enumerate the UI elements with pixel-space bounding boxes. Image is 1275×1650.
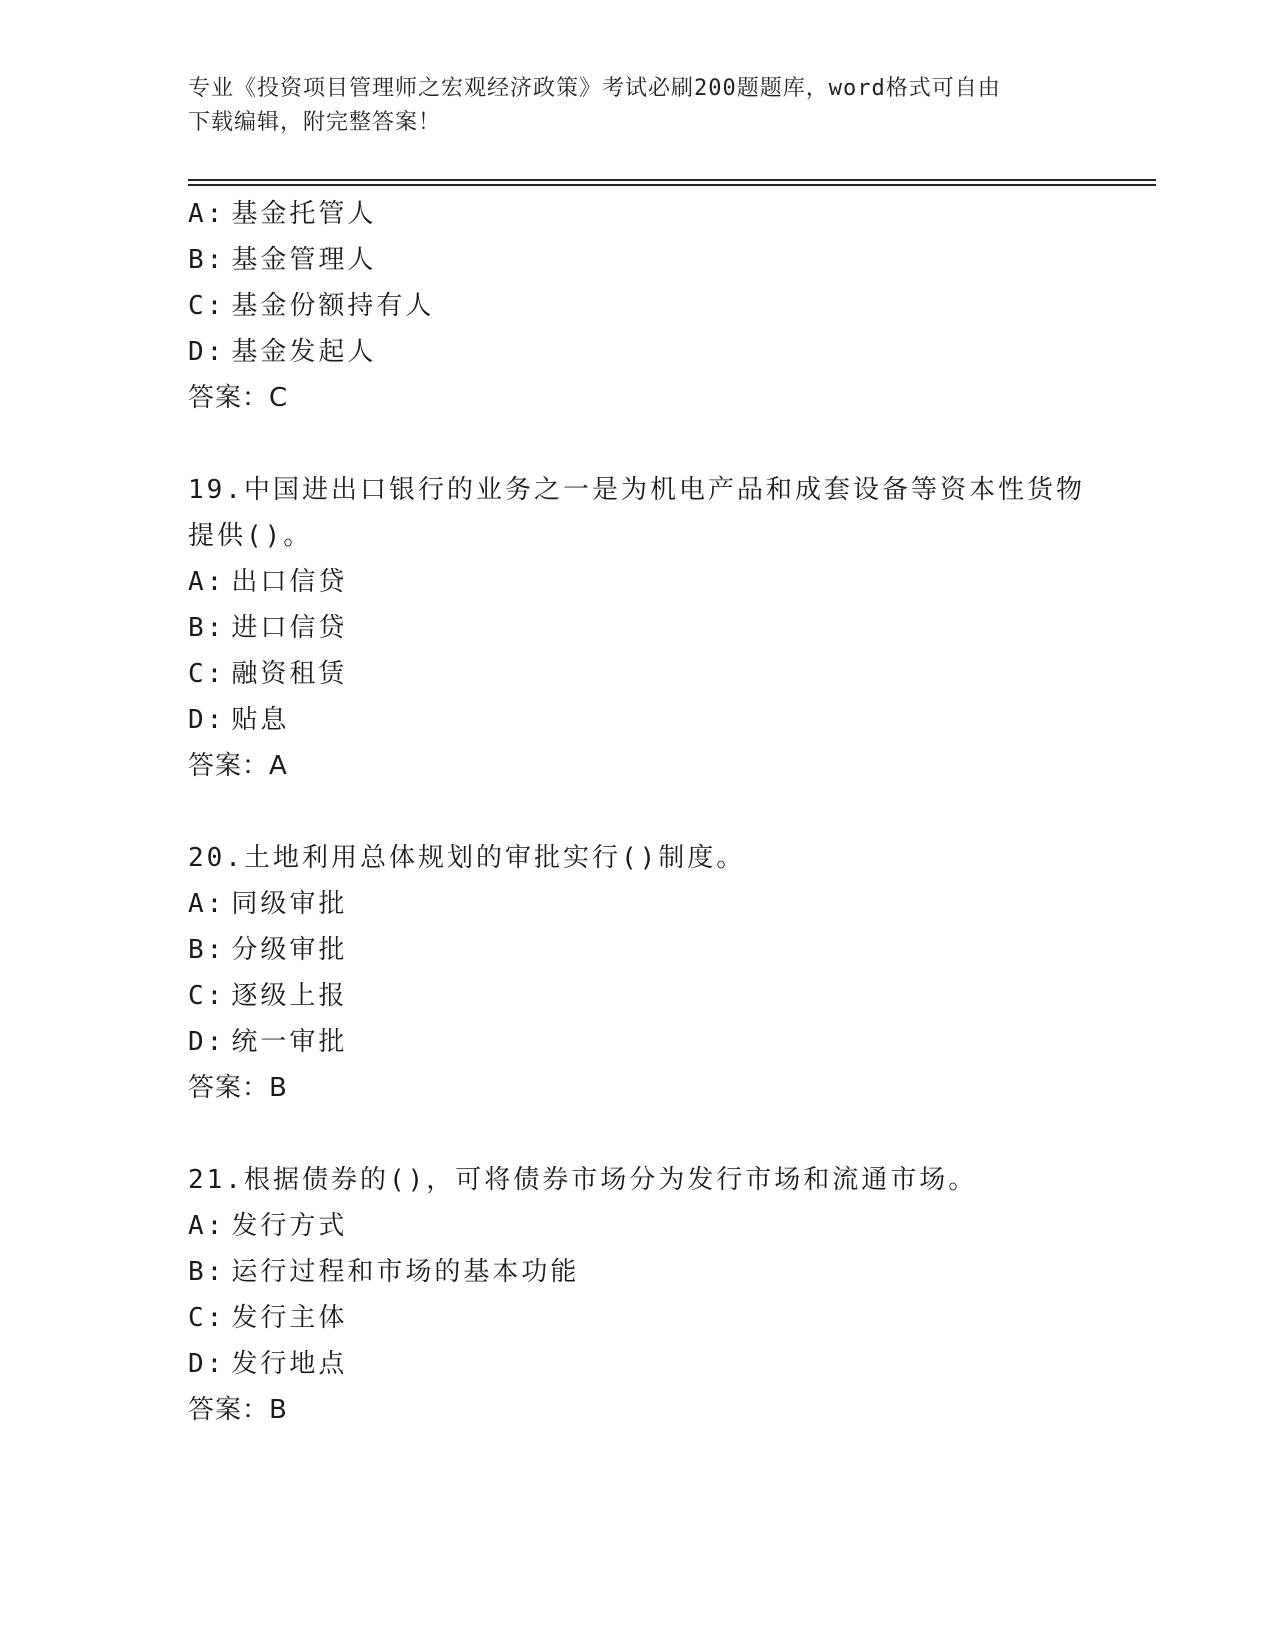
option-text: 逐级上报 — [231, 981, 348, 1011]
option-b — [188, 1249, 1148, 1295]
option-text: 进口信贷 — [231, 613, 348, 643]
question-stem-line-1: 19.中国进出口银行的业务之一是为机电产品和成套设备等资本性货物 — [188, 475, 1085, 505]
option-text: 基金托管人 — [231, 199, 377, 229]
question-block-prev — [188, 191, 1148, 421]
answer-line: 答案：B — [188, 1395, 288, 1425]
header-line-2: 下载编辑，附完整答案！ — [188, 110, 442, 135]
option-label: D: — [188, 1027, 226, 1057]
option-label: C: — [188, 291, 226, 321]
question-block-19 — [188, 467, 1148, 789]
option-label: B: — [188, 1257, 226, 1287]
option-text: 基金发起人 — [231, 337, 377, 367]
answer-line: 答案：C — [188, 383, 289, 413]
option-label: C: — [188, 659, 226, 689]
option-label: B: — [188, 613, 226, 643]
option-b — [188, 605, 1148, 651]
question-block-21 — [188, 1157, 1148, 1433]
option-text: 发行方式 — [231, 1211, 348, 1241]
option-text: 发行地点 — [231, 1349, 348, 1379]
spacer — [188, 789, 1148, 835]
option-label: D: — [188, 1349, 226, 1379]
question-stem-line-1: 21.根据债券的()，可将债券市场分为发行市场和流通市场。 — [188, 1165, 978, 1195]
option-text: 统一审批 — [231, 1027, 348, 1057]
header-rule-top — [188, 179, 1156, 181]
option-c — [188, 973, 1148, 1019]
option-d — [188, 329, 1148, 375]
header-line-1: 专业《投资项目管理师之宏观经济政策》考试必刷200题题库，word格式可自由 — [188, 76, 1001, 101]
option-c — [188, 651, 1148, 697]
question-stem-line-2: 提供()。 — [188, 521, 313, 551]
option-c — [188, 283, 1148, 329]
option-text: 分级审批 — [231, 935, 348, 965]
option-text: 发行主体 — [231, 1303, 348, 1333]
answer-line: 答案：A — [188, 751, 288, 781]
option-text: 运行过程和市场的基本功能 — [231, 1257, 580, 1287]
option-d — [188, 697, 1148, 743]
option-label: B: — [188, 245, 226, 275]
header-rule-bottom — [188, 184, 1156, 186]
option-a — [188, 191, 1148, 237]
spacer — [188, 421, 1148, 467]
question-block-20 — [188, 835, 1148, 1111]
option-a — [188, 559, 1148, 605]
question-stem-line-1: 20.土地利用总体规划的审批实行()制度。 — [188, 843, 746, 873]
option-a — [188, 881, 1148, 927]
option-label: A: — [188, 567, 226, 597]
answer-line: 答案：B — [188, 1073, 288, 1103]
option-text: 融资租赁 — [231, 659, 348, 689]
option-text: 同级审批 — [231, 889, 348, 919]
option-label: A: — [188, 199, 226, 229]
option-label: A: — [188, 889, 226, 919]
option-text: 基金管理人 — [231, 245, 377, 275]
option-label: D: — [188, 337, 226, 367]
option-text: 基金份额持有人 — [231, 291, 435, 321]
option-label: B: — [188, 935, 226, 965]
option-label: A: — [188, 1211, 226, 1241]
spacer — [188, 1111, 1148, 1157]
option-text: 出口信贷 — [231, 567, 348, 597]
option-c — [188, 1295, 1148, 1341]
option-label: D: — [188, 705, 226, 735]
option-b — [188, 927, 1148, 973]
option-text: 贴息 — [231, 705, 290, 735]
option-d — [188, 1341, 1148, 1387]
question-list — [188, 191, 1148, 1433]
option-b — [188, 237, 1148, 283]
document-header — [188, 72, 1088, 140]
option-label: C: — [188, 1303, 226, 1333]
option-d — [188, 1019, 1148, 1065]
option-label: C: — [188, 981, 226, 1011]
option-a — [188, 1203, 1148, 1249]
